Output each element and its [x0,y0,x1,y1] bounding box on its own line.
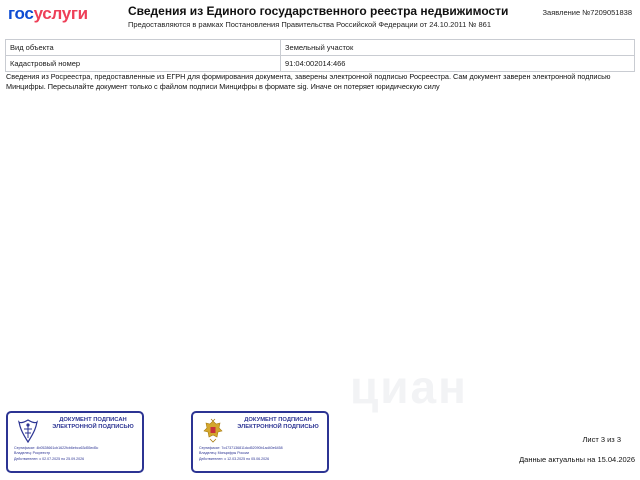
table-cell-value: 91:04:002014:466 [281,56,635,72]
stamp-certificate-info [199,446,323,462]
gosuslugi-logo [8,4,88,24]
table-cell-label: Вид объекта [6,40,281,56]
table-row [6,56,635,72]
stamp-certificate: Сертификат: 7c4737136811dcd52090b1ad40e6458 [199,446,283,450]
signature-stamp-rosreestr [6,411,144,473]
logo-text-part2: услуги [33,4,88,23]
stamp-owner: Владелец: Минцифры России [199,451,250,456]
russian-coat-of-arms-icon [200,417,226,445]
stamp-validity: Действителен: с 12.03.2025 по 05.06.2026 [199,456,270,461]
document-subtitle: Предоставляются в рамках Постановления Правительства Российской Федерации от 24.10.2011 № 861 [128,20,492,29]
table-cell-label: Кадастровый номер [6,56,281,72]
stamp-certificate: Сертификат: 4b0528661cb1622fcb6ebcc63d55ed5c [14,446,99,450]
document-title: Сведения из Единого государственного реестра недвижимости [128,4,509,18]
rosreestr-emblem-icon [15,417,41,445]
application-number: Заявление №7209051838 [542,8,632,17]
logo-text-part1: гос [8,4,34,23]
table-cell-value: Земельный участок [281,40,635,56]
stamp-title: ДОКУМЕНТ ПОДПИСАН ЭЛЕКТРОННОЙ ПОДПИСЬЮ [52,417,134,430]
data-actual-date: Данные актуальны на 15.04.2026 [519,455,635,464]
cian-watermark: циан [350,361,468,413]
table-row [6,40,635,56]
object-info-table [5,39,635,72]
stamp-owner: Владелец: Росреестр [14,451,51,456]
stamp-validity: Действителен: с 02.07.2025 по 25.09.2026 [14,456,85,461]
stamp-certificate-info [14,446,138,462]
sheet-number: Лист 3 из 3 [582,435,621,444]
signature-notice: Сведения из Росреестра, предоставленные из ЕГРН для формирования документа, заверены электронной подписью Росреестра. Сам документ заверен электронной подписью Минцифры. Пересылайте документ только с файлом подписи Минцифры в формате sig. Иначе он потеряет юридическую силу [6,72,611,91]
signature-stamp-mintsifry [191,411,329,473]
stamp-title: ДОКУМЕНТ ПОДПИСАН ЭЛЕКТРОННОЙ ПОДПИСЬЮ [237,417,319,430]
